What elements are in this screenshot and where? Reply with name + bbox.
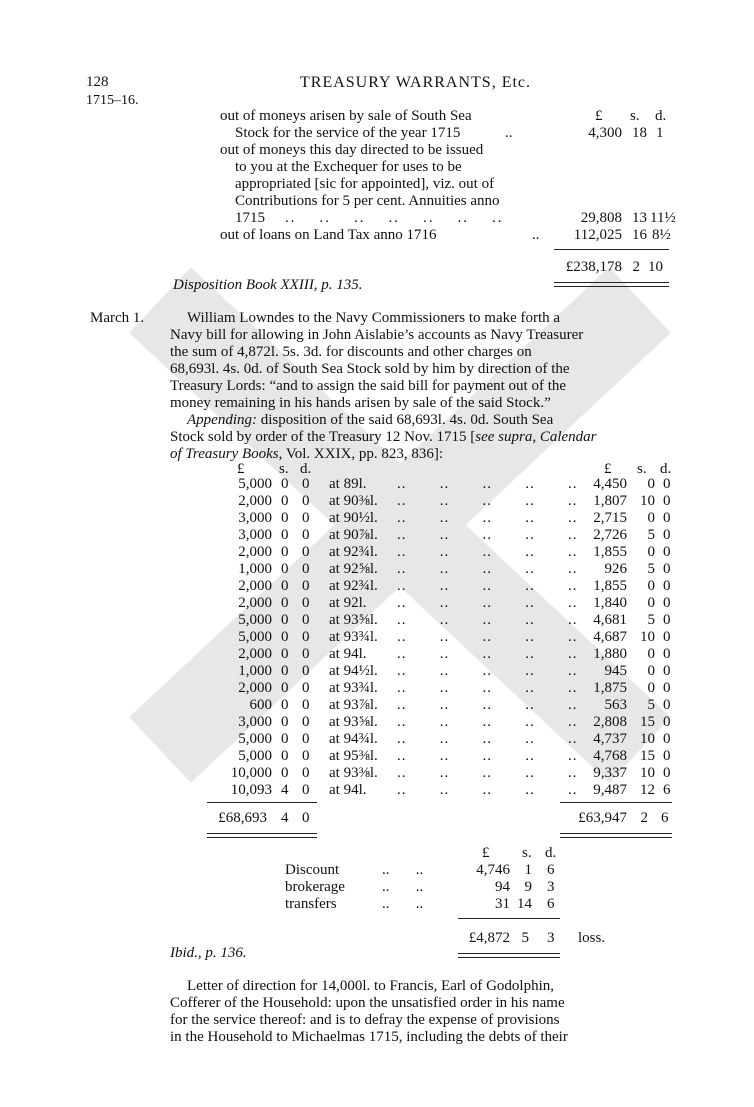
proceeds-pounds: 2,726	[593, 527, 627, 543]
table-row	[207, 510, 677, 527]
text-line: out of moneys arisen by sale of South Sea	[220, 108, 472, 124]
stock-pence: 0	[302, 629, 310, 645]
leader-dots: .. .. .. .. ..	[397, 646, 578, 662]
price-label: at 94l.	[329, 646, 367, 662]
proceeds-pence: 0	[663, 680, 671, 696]
proceeds-shillings: 5	[647, 612, 655, 628]
stock-pounds: 5,000	[238, 629, 272, 645]
total-double-rule	[554, 282, 669, 287]
charge-label: transfers	[285, 896, 337, 912]
proceeds-shillings: 10	[640, 765, 655, 781]
proceeds-shillings: 10	[640, 629, 655, 645]
stock-shillings: 0	[281, 680, 289, 696]
leader-dots: .. ..	[382, 896, 424, 912]
paragraph-line: the sum of 4,872l. 5s. 3d. for discounts and other charges on	[170, 344, 532, 360]
appending-label: Appending:	[187, 412, 257, 428]
stock-shillings: 0	[281, 476, 289, 492]
table-row	[207, 612, 677, 629]
total-proceeds-pounds: £63,947	[578, 810, 627, 826]
proceeds-shillings: 10	[640, 731, 655, 747]
charge-shillings: 14	[517, 896, 532, 912]
table-row	[207, 629, 677, 646]
price-label: at 93¾l.	[329, 680, 378, 696]
leader-dots: .. ..	[382, 879, 424, 895]
charge-pence: 6	[547, 862, 555, 878]
proceeds-pence: 6	[663, 782, 671, 798]
leader-dots: .. .. .. .. ..	[397, 493, 578, 509]
appending-line	[187, 412, 553, 429]
total-pounds: £238,178	[565, 259, 622, 275]
stock-shillings: 4	[281, 782, 289, 798]
proceeds-pence: 0	[663, 697, 671, 713]
charges-head-d: d.	[545, 845, 557, 861]
text-line: Stock for the service of the year 1715	[235, 125, 461, 141]
amount-pounds: 29,808	[580, 210, 622, 226]
year-label: 1715–16.	[86, 93, 139, 108]
table-row	[207, 765, 677, 782]
leader-dots: .. .. .. .. ..	[397, 561, 578, 577]
appending-line	[170, 429, 597, 446]
proceeds-pence: 0	[663, 544, 671, 560]
proceeds-pence: 0	[663, 561, 671, 577]
paragraph-line: Treasury Lords: “and to assign the said bill for payment out of the	[170, 378, 567, 394]
source-citation: Ibid., p. 136.	[170, 945, 247, 961]
leader-dots: .. .. .. .. ..	[397, 527, 578, 543]
stock-pence: 0	[302, 646, 310, 662]
charge-pounds: 31	[495, 896, 510, 912]
proceeds-pounds: 9,337	[593, 765, 627, 781]
stock-pence: 0	[302, 765, 310, 781]
proceeds-pence: 0	[663, 765, 671, 781]
appending-ref: of Treasury Books	[170, 446, 279, 462]
subtotal-rule-right	[560, 802, 672, 803]
stock-pounds: 600	[249, 697, 272, 713]
leader-dots: .. .. .. .. ..	[397, 680, 578, 696]
proceeds-shillings: 10	[640, 493, 655, 509]
price-label: at 90½l.	[329, 510, 378, 526]
proceeds-shillings: 12	[640, 782, 655, 798]
stock-shillings: 0	[281, 527, 289, 543]
stock-shillings: 0	[281, 629, 289, 645]
proceeds-pounds: 1,855	[593, 544, 627, 560]
leader-dots: .. .. .. .. ..	[397, 476, 578, 492]
stock-pounds: 3,000	[238, 510, 272, 526]
text-line: out of moneys this day directed to be issued	[220, 142, 484, 158]
charge-pence: 3	[547, 879, 555, 895]
stock-shillings: 0	[281, 748, 289, 764]
leader-dots: .. .. .. .. ..	[397, 782, 578, 798]
stock-shillings: 0	[281, 765, 289, 781]
stock-pence: 0	[302, 595, 310, 611]
stock-pence: 0	[302, 544, 310, 560]
leader-dots: .. .. .. .. ..	[397, 663, 578, 679]
stock-pounds: 5,000	[238, 476, 272, 492]
stock-pence: 0	[302, 612, 310, 628]
charges-double-rule	[458, 953, 560, 958]
stock-pounds: 2,000	[238, 595, 272, 611]
table-row	[207, 561, 677, 578]
stock-pence: 0	[302, 510, 310, 526]
charge-pence: 6	[547, 896, 555, 912]
leader-dots: .. .. .. .. ..	[397, 748, 578, 764]
proceeds-shillings: 0	[647, 663, 655, 679]
stock-shillings: 0	[281, 612, 289, 628]
stock-shillings: 0	[281, 595, 289, 611]
stock-pence: 0	[302, 680, 310, 696]
price-label: at 90⅜l.	[329, 493, 378, 509]
stock-pounds: 2,000	[238, 578, 272, 594]
proceeds-pounds: 1,840	[593, 595, 627, 611]
amount-pounds: 4,300	[588, 125, 622, 141]
total-shillings: 2	[632, 259, 640, 275]
stock-shillings: 0	[281, 510, 289, 526]
price-label: at 93⅝l.	[329, 612, 378, 628]
proceeds-pounds: 4,768	[593, 748, 627, 764]
charge-label: brokerage	[285, 879, 345, 895]
leader-dots: .. .. .. .. ..	[397, 629, 578, 645]
proceeds-pounds: 4,687	[593, 629, 627, 645]
charges-total-shillings: 5	[521, 930, 529, 946]
table-row	[207, 714, 677, 731]
col-head-d: d.	[300, 461, 312, 477]
proceeds-shillings: 0	[647, 578, 655, 594]
proceeds-pence: 0	[663, 731, 671, 747]
table-row	[207, 697, 677, 714]
currency-head-d: d.	[655, 108, 667, 124]
table-row	[207, 527, 677, 544]
price-label: at 89l.	[329, 476, 367, 492]
table-row	[207, 595, 677, 612]
proceeds-shillings: 5	[647, 697, 655, 713]
leader-dots: .. .. .. .. ..	[397, 714, 578, 730]
col-head-d: d.	[660, 461, 672, 477]
price-label: at 92⅝l.	[329, 561, 378, 577]
amount-shillings: 13	[632, 210, 647, 226]
charges-total-pence: 3	[547, 930, 555, 946]
price-label: at 92¾l.	[329, 578, 378, 594]
price-label: at 94½l.	[329, 663, 378, 679]
proceeds-shillings: 0	[647, 544, 655, 560]
proceeds-pounds: 4,681	[593, 612, 627, 628]
appending-text: disposition of the said 68,693l. 4s. 0d. South Sea	[256, 412, 554, 428]
proceeds-pounds: 9,487	[593, 782, 627, 798]
proceeds-shillings: 5	[647, 561, 655, 577]
proceeds-shillings: 0	[647, 510, 655, 526]
amount-shillings: 18	[632, 125, 647, 141]
price-label: at 93¾l.	[329, 629, 378, 645]
amount-pounds: 112,025	[573, 227, 622, 243]
proceeds-pounds: 1,807	[593, 493, 627, 509]
table-row	[207, 680, 677, 697]
table-row	[207, 493, 677, 510]
proceeds-shillings: 0	[647, 680, 655, 696]
price-label: at 93⅝l.	[329, 714, 378, 730]
stock-pounds: 10,093	[230, 782, 272, 798]
proceeds-pence: 0	[663, 646, 671, 662]
stock-pounds: 2,000	[238, 493, 272, 509]
charge-pounds: 94	[495, 879, 510, 895]
stock-pounds: 2,000	[238, 680, 272, 696]
stock-pence: 0	[302, 663, 310, 679]
price-label: at 94¾l.	[329, 731, 378, 747]
leader-dots: .. .. .. .. ..	[397, 697, 578, 713]
table-row	[207, 663, 677, 680]
letter-line: Letter of direction for 14,000l. to Francis, Earl of Godolphin,	[187, 978, 554, 994]
total-stock-pence: 0	[302, 810, 310, 826]
proceeds-pence: 0	[663, 748, 671, 764]
proceeds-pence: 0	[663, 629, 671, 645]
stock-pence: 0	[302, 714, 310, 730]
charges-total-pounds: £4,872	[468, 930, 510, 946]
currency-head-pound: £	[595, 108, 603, 124]
charges-head-pound: £	[482, 845, 490, 861]
stock-pounds: 1,000	[238, 561, 272, 577]
table-row	[207, 731, 677, 748]
price-label: at 90⅞l.	[329, 527, 378, 543]
table-row	[207, 782, 677, 799]
appending-text: , Vol. XXIX, pp. 823, 836	[278, 446, 434, 462]
leader-dots: .. ..	[382, 862, 424, 878]
proceeds-pounds: 4,450	[593, 476, 627, 492]
stock-pounds: 10,000	[230, 765, 272, 781]
proceeds-shillings: 0	[647, 476, 655, 492]
table-row	[207, 578, 677, 595]
total-proceeds-pence: 6	[661, 810, 669, 826]
stock-shillings: 0	[281, 561, 289, 577]
table-row	[207, 748, 677, 765]
stock-pence: 0	[302, 578, 310, 594]
amount-shillings: 16	[632, 227, 647, 243]
text-line: appropriated [sic for appointed], viz. out of	[235, 176, 495, 192]
total-stock-shillings: 4	[281, 810, 289, 826]
text-line: out of loans on Land Tax anno 1716	[220, 227, 437, 243]
charge-shillings: 1	[524, 862, 532, 878]
proceeds-pounds: 945	[604, 663, 627, 679]
charge-label: Discount	[285, 862, 340, 878]
table-row	[207, 646, 677, 663]
proceeds-pence: 0	[663, 527, 671, 543]
proceeds-pounds: 2,715	[593, 510, 627, 526]
subtotal-rule-left	[207, 802, 317, 803]
proceeds-shillings: 0	[647, 595, 655, 611]
leader-dots: .. .. .. .. ..	[397, 510, 578, 526]
total-double-rule-right	[560, 833, 672, 838]
letter-line: in the Household to Michaelmas 1715, including the debts of their	[170, 1029, 568, 1045]
col-head-pound: £	[237, 461, 245, 477]
leader-dots: .. .. .. .. ..	[397, 765, 578, 781]
total-rule	[554, 249, 669, 250]
table-row	[207, 544, 677, 561]
paragraph-line: 68,693l. 4s. 0d. of South Sea Stock sold by him by direction of the	[170, 361, 570, 377]
stock-shillings: 0	[281, 714, 289, 730]
leader-dots: .. .. .. .. .. .. ..	[285, 210, 504, 226]
entry-date: March 1.	[90, 310, 145, 326]
paragraph-line: money remaining in his hands arisen by sale of the said Stock.”	[170, 395, 551, 411]
appending-text: Stock sold by order of the Treasury 12 Nov. 1715 [	[170, 429, 476, 445]
total-proceeds-shillings: 2	[640, 810, 648, 826]
price-label: at 95⅜l.	[329, 748, 378, 764]
stock-pence: 0	[302, 476, 310, 492]
leader-dots: .. .. .. .. ..	[397, 544, 578, 560]
proceeds-pounds: 4,737	[593, 731, 627, 747]
leader-dots: .. .. .. .. ..	[397, 578, 578, 594]
running-title: TREASURY WARRANTS, Etc.	[300, 74, 532, 91]
stock-pence: 0	[302, 748, 310, 764]
table-row	[207, 476, 677, 493]
proceeds-pounds: 926	[604, 561, 627, 577]
leader-dots: ..	[505, 125, 513, 141]
stock-pounds: 2,000	[238, 544, 272, 560]
total-stock-pounds: £68,693	[218, 810, 267, 826]
proceeds-pence: 0	[663, 595, 671, 611]
stock-pounds: 5,000	[238, 748, 272, 764]
proceeds-shillings: 5	[647, 527, 655, 543]
charge-shillings: 9	[524, 879, 532, 895]
proceeds-pence: 0	[663, 493, 671, 509]
proceeds-shillings: 15	[640, 714, 655, 730]
stock-shillings: 0	[281, 663, 289, 679]
appending-text: ]:	[433, 446, 444, 462]
charge-pounds: 4,746	[476, 862, 510, 878]
text-line: 1715	[235, 210, 265, 226]
price-label: at 94l.	[329, 782, 367, 798]
paragraph-line: Navy bill for allowing in John Aislabie’s accounts as Navy Treasurer	[170, 327, 584, 343]
letter-line: for the service thereof: and is to defray the expense of provisions	[170, 1012, 560, 1028]
amount-pence: 8½	[652, 227, 671, 243]
proceeds-pounds: 1,875	[593, 680, 627, 696]
page-number: 128	[86, 74, 109, 90]
proceeds-pounds: 2,808	[593, 714, 627, 730]
stock-pence: 0	[302, 561, 310, 577]
total-double-rule-left	[207, 833, 317, 838]
stock-pounds: 2,000	[238, 646, 272, 662]
col-head-pound: £	[604, 461, 612, 477]
proceeds-pence: 0	[663, 510, 671, 526]
stock-pence: 0	[302, 527, 310, 543]
proceeds-pence: 0	[663, 578, 671, 594]
proceeds-pence: 0	[663, 476, 671, 492]
stock-shillings: 0	[281, 697, 289, 713]
proceeds-pounds: 1,880	[593, 646, 627, 662]
col-head-s: s.	[637, 461, 647, 477]
proceeds-pounds: 563	[604, 697, 627, 713]
stock-pence: 0	[302, 782, 310, 798]
proceeds-pence: 0	[663, 663, 671, 679]
proceeds-shillings: 0	[647, 646, 655, 662]
proceeds-pence: 0	[663, 612, 671, 628]
text-line: Contributions for 5 per cent. Annuities anno	[235, 193, 500, 209]
stock-shillings: 0	[281, 544, 289, 560]
stock-pounds: 5,000	[238, 731, 272, 747]
leader-dots: .. .. .. .. ..	[397, 595, 578, 611]
stock-shillings: 0	[281, 731, 289, 747]
total-pence: 10	[648, 259, 663, 275]
stock-shillings: 0	[281, 646, 289, 662]
stock-pounds: 3,000	[238, 714, 272, 730]
leader-dots: .. .. .. .. ..	[397, 612, 578, 628]
price-label: at 92l.	[329, 595, 367, 611]
stock-pounds: 5,000	[238, 612, 272, 628]
text-line: to you at the Exchequer for uses to be	[235, 159, 462, 175]
charges-head-s: s.	[522, 845, 532, 861]
currency-head-s: s.	[630, 108, 640, 124]
amount-pence: 11½	[650, 210, 676, 226]
proceeds-pence: 0	[663, 714, 671, 730]
col-head-s: s.	[279, 461, 289, 477]
stock-pence: 0	[302, 493, 310, 509]
loss-label: loss.	[578, 930, 606, 946]
price-label: at 93⅜l.	[329, 765, 378, 781]
stock-pence: 0	[302, 697, 310, 713]
letter-line: Cofferer of the Household: upon the unsatisfied order in his name	[170, 995, 565, 1011]
leader-dots: ..	[532, 227, 540, 243]
stock-pence: 0	[302, 731, 310, 747]
stock-shillings: 0	[281, 578, 289, 594]
price-label: at 93⅞l.	[329, 697, 378, 713]
appending-ref: see supra, Calendar	[475, 429, 597, 445]
amount-pence: 1	[656, 125, 664, 141]
stock-pounds: 3,000	[238, 527, 272, 543]
price-label: at 92¾l.	[329, 544, 378, 560]
proceeds-pounds: 1,855	[593, 578, 627, 594]
charges-rule	[458, 918, 560, 919]
proceeds-shillings: 15	[640, 748, 655, 764]
leader-dots: .. .. .. .. ..	[397, 731, 578, 747]
paragraph-line: William Lowndes to the Navy Commissioners to make forth a	[187, 310, 561, 326]
stock-pounds: 1,000	[238, 663, 272, 679]
source-citation: Disposition Book XXIII, p. 135.	[173, 277, 363, 293]
stock-shillings: 0	[281, 493, 289, 509]
